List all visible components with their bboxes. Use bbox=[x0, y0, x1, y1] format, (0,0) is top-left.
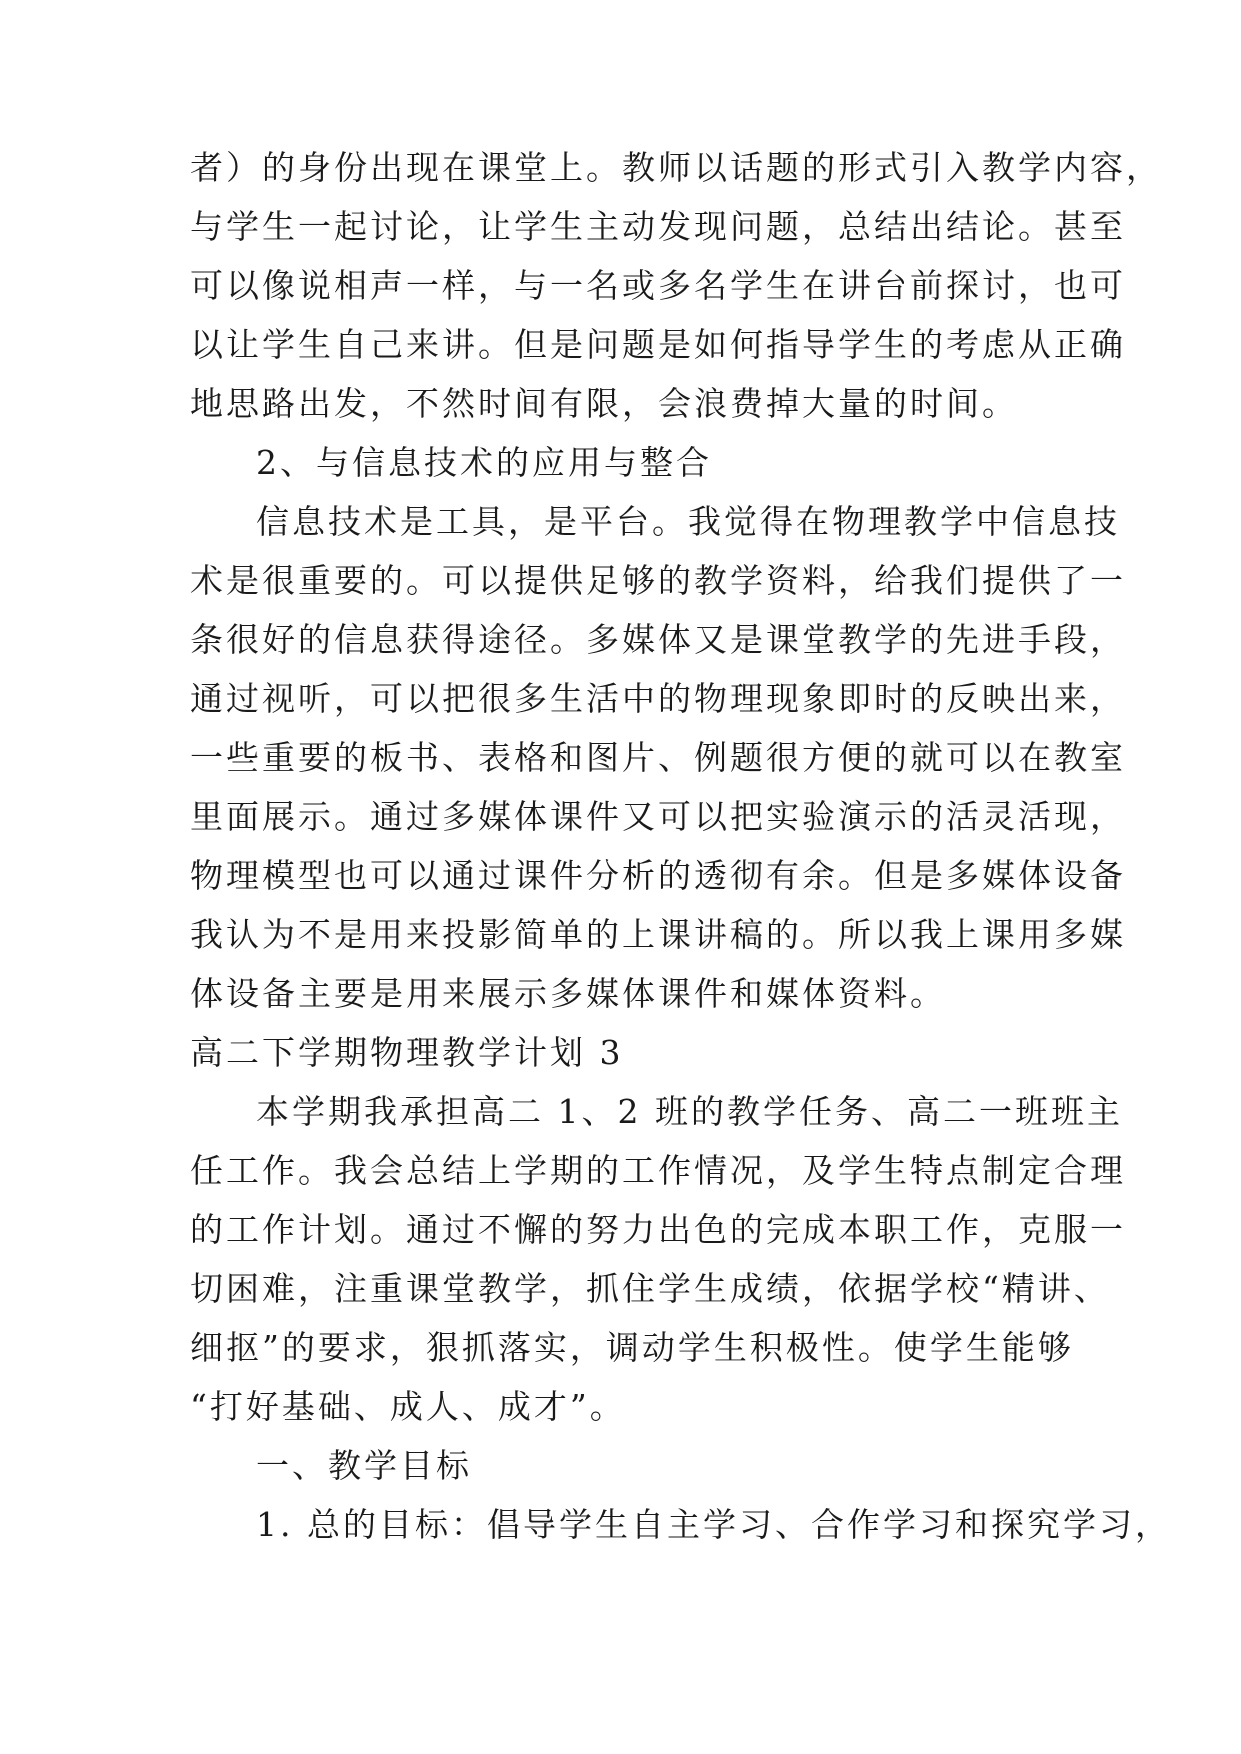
text-line: 切困难，注重课堂教学，抓住学生成绩，依据学校“精讲、 bbox=[190, 1269, 1110, 1308]
text-line: 可以像说相声一样，与一名或多名学生在讲台前探讨，也可 bbox=[190, 266, 1126, 305]
text-line: 通过视听，可以把很多生活中的物理现象即时的反映出来， bbox=[190, 679, 1126, 718]
text-line: 的工作计划。通过不懈的努力出色的完成本职工作，克服一 bbox=[190, 1210, 1126, 1249]
text-line: 以让学生自己来讲。但是问题是如何指导学生的考虑从正确 bbox=[190, 325, 1126, 364]
document-body bbox=[190, 138, 1171, 1554]
text-line: 者）的身份出现在课堂上。教师以话题的形式引入教学内容， bbox=[190, 148, 1162, 187]
text-line: 我认为不是用来投影简单的上课讲稿的。所以我上课用多媒 bbox=[190, 915, 1126, 954]
text-line: 一、教学目标 bbox=[256, 1446, 472, 1485]
text-line: 条很好的信息获得途径。多媒体又是课堂教学的先进手段， bbox=[190, 620, 1126, 659]
text-line: 物理模型也可以通过课件分析的透彻有余。但是多媒体设备 bbox=[190, 856, 1126, 895]
text-line: “打好基础、成人、成才”。 bbox=[190, 1387, 626, 1426]
text-line: 体设备主要是用来展示多媒体课件和媒体资料。 bbox=[190, 974, 946, 1013]
text-line: 一些重要的板书、表格和图片、例题很方便的就可以在教室 bbox=[190, 738, 1126, 777]
text-line: 任工作。我会总结上学期的工作情况，及学生特点制定合理 bbox=[190, 1151, 1126, 1190]
text-line: 里面展示。通过多媒体课件又可以把实验演示的活灵活现， bbox=[190, 797, 1126, 836]
text-line: 2、与信息技术的应用与整合 bbox=[256, 443, 712, 482]
text-line: 细抠”的要求，狠抓落实，调动学生积极性。使学生能够 bbox=[190, 1328, 1074, 1367]
text-line: 与学生一起讨论，让学生主动发现问题，总结出结论。甚至 bbox=[190, 207, 1126, 246]
text-line: 高二下学期物理教学计划 3 bbox=[190, 1033, 624, 1072]
text-line: 本学期我承担高二 1、2 班的教学任务、高二一班班主 bbox=[256, 1092, 1123, 1131]
text-line: 1. 总的目标：倡导学生自主学习、合作学习和探究学习， bbox=[256, 1505, 1171, 1544]
text-line: 地思路出发，不然时间有限，会浪费掉大量的时间。 bbox=[190, 384, 1018, 423]
text-line: 信息技术是工具，是平台。我觉得在物理教学中信息技 bbox=[256, 502, 1120, 541]
text-line: 术是很重要的。可以提供足够的教学资料，给我们提供了一 bbox=[190, 561, 1126, 600]
